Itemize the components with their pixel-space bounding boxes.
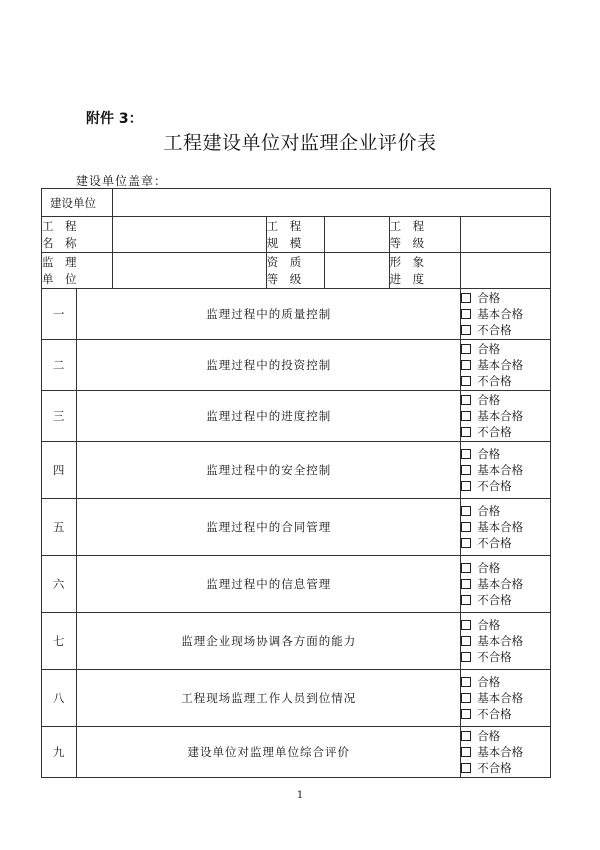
rating-option-label: 基本合格 xyxy=(477,307,524,321)
evaluation-item-row xyxy=(42,556,551,613)
rating-option[interactable] xyxy=(461,728,550,744)
checkbox-icon[interactable] xyxy=(461,579,471,589)
rating-option-label: 不合格 xyxy=(477,425,512,439)
supervisor-row xyxy=(42,253,551,289)
supervisor-unit-label xyxy=(42,253,113,289)
progress-line2: 进 度 xyxy=(389,271,425,286)
rating-option-label: 基本合格 xyxy=(477,577,524,591)
evaluation-item-row xyxy=(42,499,551,556)
item-label: 工程现场监理工作人员到位情况 xyxy=(77,670,461,727)
progress-line1: 形 象 xyxy=(389,254,425,269)
checkbox-icon[interactable] xyxy=(461,747,471,757)
rating-options xyxy=(461,442,551,499)
rating-option-label: 合格 xyxy=(477,393,501,407)
rating-option-label: 基本合格 xyxy=(477,634,524,648)
item-label: 监理过程中的质量控制 xyxy=(77,289,461,340)
checkbox-icon[interactable] xyxy=(461,763,471,773)
attachment-label: 附件 3： xyxy=(86,111,143,127)
project-scale-label xyxy=(266,217,324,253)
evaluation-item-row xyxy=(42,289,551,340)
item-number: 一 xyxy=(42,289,77,340)
rating-option-label: 合格 xyxy=(477,618,501,632)
item-label: 建设单位对监理单位综合评价 xyxy=(77,727,461,778)
rating-option[interactable] xyxy=(461,760,550,776)
project-grade-line2: 等 级 xyxy=(389,235,425,250)
checkbox-icon[interactable] xyxy=(461,538,471,548)
rating-option[interactable] xyxy=(461,424,550,440)
checkbox-icon[interactable] xyxy=(461,709,471,719)
project-grade-line1: 工 程 xyxy=(389,218,425,233)
checkbox-icon[interactable] xyxy=(461,620,471,630)
evaluation-item-row xyxy=(42,613,551,670)
item-label: 监理企业现场协调各方面的能力 xyxy=(77,613,461,670)
owner-row xyxy=(42,189,551,217)
qualification-grade-label xyxy=(266,253,324,289)
project-name-value[interactable] xyxy=(112,217,266,253)
rating-options xyxy=(461,340,551,391)
rating-options xyxy=(461,391,551,442)
rating-option[interactable] xyxy=(461,560,550,576)
checkbox-icon[interactable] xyxy=(461,325,471,335)
rating-option-label: 基本合格 xyxy=(477,463,524,477)
rating-option[interactable] xyxy=(461,633,550,649)
rating-option[interactable] xyxy=(461,706,550,722)
rating-option-label: 合格 xyxy=(477,729,501,743)
item-label: 监理过程中的安全控制 xyxy=(77,442,461,499)
rating-option[interactable] xyxy=(461,674,550,690)
rating-option-label: 基本合格 xyxy=(477,358,524,372)
rating-option[interactable] xyxy=(461,373,550,389)
item-number: 九 xyxy=(42,727,77,778)
rating-option-label: 不合格 xyxy=(477,650,512,664)
item-number: 六 xyxy=(42,556,77,613)
evaluation-item-row xyxy=(42,727,551,778)
owner-value[interactable] xyxy=(112,189,550,217)
checkbox-icon[interactable] xyxy=(461,344,471,354)
item-number: 四 xyxy=(42,442,77,499)
item-number: 五 xyxy=(42,499,77,556)
project-grade-value[interactable] xyxy=(461,217,551,253)
rating-option-label: 合格 xyxy=(477,291,501,305)
checkbox-icon[interactable] xyxy=(461,411,471,421)
rating-option[interactable] xyxy=(461,744,550,760)
evaluation-item-row xyxy=(42,442,551,499)
rating-option-label: 不合格 xyxy=(477,323,512,337)
rating-option-label: 合格 xyxy=(477,561,501,575)
checkbox-icon[interactable] xyxy=(461,293,471,303)
rating-option[interactable] xyxy=(461,535,550,551)
project-scale-line1: 工 程 xyxy=(266,218,302,233)
item-number: 八 xyxy=(42,670,77,727)
checkbox-icon[interactable] xyxy=(461,481,471,491)
owner-label: 建设单位 xyxy=(42,189,113,217)
project-scale-value[interactable] xyxy=(325,217,389,253)
rating-option-label: 基本合格 xyxy=(477,691,524,705)
checkbox-icon[interactable] xyxy=(461,465,471,475)
rating-options xyxy=(461,289,551,340)
rating-option-label: 合格 xyxy=(477,504,501,518)
item-label: 监理过程中的投资控制 xyxy=(77,340,461,391)
rating-option[interactable] xyxy=(461,503,550,519)
qualification-grade-line1: 资 质 xyxy=(266,254,302,269)
checkbox-icon[interactable] xyxy=(461,395,471,405)
rating-option[interactable] xyxy=(461,392,550,408)
rating-options xyxy=(461,556,551,613)
page-title: 工程建设单位对监理企业评价表 xyxy=(163,132,437,154)
checkbox-icon[interactable] xyxy=(461,376,471,386)
rating-option[interactable] xyxy=(461,576,550,592)
project-grade-label xyxy=(389,217,461,253)
evaluation-item-row xyxy=(42,670,551,727)
rating-option[interactable] xyxy=(461,462,550,478)
seal-label: 建设单位盖章： xyxy=(76,174,168,188)
rating-option-label: 基本合格 xyxy=(477,520,524,534)
rating-option[interactable] xyxy=(461,306,550,322)
checkbox-icon[interactable] xyxy=(461,563,471,573)
rating-option[interactable] xyxy=(461,408,550,424)
rating-options xyxy=(461,727,551,778)
rating-options xyxy=(461,670,551,727)
project-name-line2: 名 称 xyxy=(42,235,77,250)
project-scale-line2: 规 模 xyxy=(266,235,302,250)
rating-options xyxy=(461,499,551,556)
checkbox-icon[interactable] xyxy=(461,693,471,703)
checkbox-icon[interactable] xyxy=(461,449,471,459)
rating-option-label: 合格 xyxy=(477,675,501,689)
rating-option-label: 不合格 xyxy=(477,374,512,388)
page-number: 1 xyxy=(296,790,304,801)
checkbox-icon[interactable] xyxy=(461,360,471,370)
rating-option-label: 不合格 xyxy=(477,479,512,493)
rating-option[interactable] xyxy=(461,690,550,706)
rating-option-label: 不合格 xyxy=(477,707,512,721)
qualification-grade-line2: 等 级 xyxy=(266,271,302,286)
checkbox-icon[interactable] xyxy=(461,309,471,319)
rating-option-label: 合格 xyxy=(477,447,501,461)
rating-option[interactable] xyxy=(461,617,550,633)
rating-option-label: 基本合格 xyxy=(477,409,524,423)
item-number: 七 xyxy=(42,613,77,670)
progress-label xyxy=(389,253,461,289)
rating-option-label: 不合格 xyxy=(477,761,512,775)
rating-option[interactable] xyxy=(461,357,550,373)
supervisor-unit-value[interactable] xyxy=(112,253,266,289)
project-name-label xyxy=(42,217,113,253)
item-label: 监理过程中的合同管理 xyxy=(77,499,461,556)
rating-option-label: 不合格 xyxy=(477,536,512,550)
supervisor-unit-line1: 监 理 xyxy=(42,254,77,269)
progress-value[interactable] xyxy=(461,253,551,289)
checkbox-icon[interactable] xyxy=(461,506,471,516)
rating-option[interactable] xyxy=(461,592,550,608)
rating-option[interactable] xyxy=(461,322,550,338)
rating-option[interactable] xyxy=(461,649,550,665)
rating-option[interactable] xyxy=(461,519,550,535)
project-row xyxy=(42,217,551,253)
rating-option-label: 基本合格 xyxy=(477,745,524,759)
rating-option-label: 合格 xyxy=(477,342,501,356)
checkbox-icon[interactable] xyxy=(461,595,471,605)
rating-option[interactable] xyxy=(461,478,550,494)
rating-option[interactable] xyxy=(461,446,550,462)
checkbox-icon[interactable] xyxy=(461,652,471,662)
item-label: 监理过程中的信息管理 xyxy=(77,556,461,613)
checkbox-icon[interactable] xyxy=(461,427,471,437)
evaluation-table xyxy=(41,188,551,778)
item-number: 三 xyxy=(42,391,77,442)
evaluation-item-row xyxy=(42,391,551,442)
item-number: 二 xyxy=(42,340,77,391)
item-label: 监理过程中的进度控制 xyxy=(77,391,461,442)
qualification-grade-value[interactable] xyxy=(325,253,389,289)
rating-options xyxy=(461,613,551,670)
project-name-line1: 工 程 xyxy=(42,218,77,233)
rating-option[interactable] xyxy=(461,290,550,306)
checkbox-icon[interactable] xyxy=(461,636,471,646)
checkbox-icon[interactable] xyxy=(461,677,471,687)
rating-option[interactable] xyxy=(461,341,550,357)
rating-option-label: 不合格 xyxy=(477,593,512,607)
checkbox-icon[interactable] xyxy=(461,731,471,741)
checkbox-icon[interactable] xyxy=(461,522,471,532)
evaluation-item-row xyxy=(42,340,551,391)
supervisor-unit-line2: 单 位 xyxy=(42,271,77,286)
